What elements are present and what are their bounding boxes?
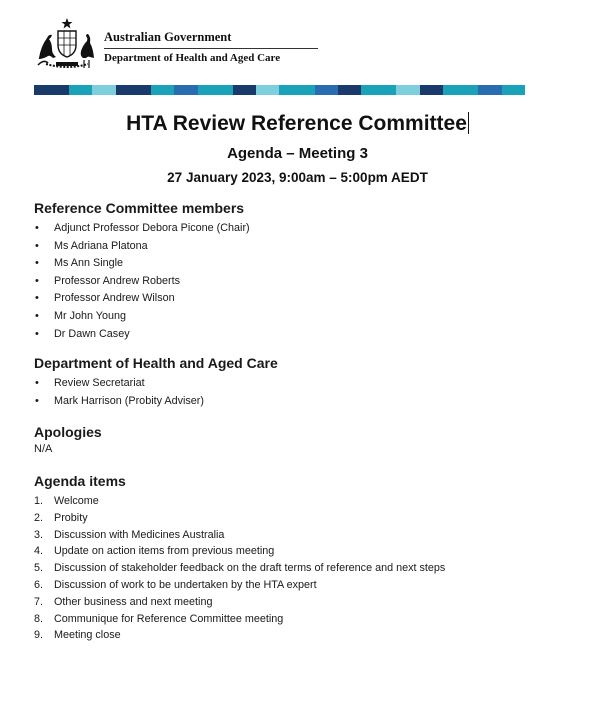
meeting-date: 27 January 2023, 9:00am – 5:00pm AEDT (167, 170, 428, 185)
item-text: Discussion of stakeholder feedback on the draft terms of reference and next steps (54, 562, 446, 575)
list-item: • Professor Andrew Wilson (34, 290, 574, 308)
stripe-segment (151, 85, 174, 95)
agenda-list (34, 493, 574, 644)
page-title: HTA Review Reference Committee (126, 112, 467, 135)
item-text: Welcome (54, 495, 99, 507)
item-number: 8. (34, 612, 44, 625)
stripe-segment (396, 85, 419, 95)
agenda-heading: Agenda items (34, 473, 126, 489)
stripe-segment (338, 85, 361, 95)
government-logo-block (36, 16, 296, 72)
item-number: 5. (34, 562, 44, 575)
agenda-subtitle: Agenda – Meeting 3 (227, 145, 368, 162)
item-text: Meeting close (54, 629, 121, 642)
stripe-segment (315, 85, 338, 95)
stripe-segment (69, 85, 92, 95)
item-number: 1. (34, 495, 44, 507)
agenda-section (34, 473, 574, 644)
stripe-segment (478, 85, 501, 95)
stripe-segment (502, 85, 525, 95)
list-item (34, 611, 574, 628)
item-number: 3. (34, 528, 44, 541)
list-item (34, 543, 574, 560)
stripe-segment (443, 85, 478, 95)
item-text: Update on action items from previous meeting (54, 545, 275, 558)
members-list (34, 220, 574, 343)
list-item: • Ms Adriana Platona (34, 238, 574, 256)
list-item: • Review Secretariat (34, 375, 574, 393)
item-text: Discussion with Medicines Australia (54, 528, 225, 541)
stripe-segment (174, 85, 197, 95)
decorative-color-stripe (34, 85, 525, 95)
item-number: 4. (34, 545, 44, 558)
department-name: Department of Health and Aged Care (104, 52, 281, 64)
stripe-segment (279, 85, 314, 95)
stripe-segment (92, 85, 115, 95)
apologies-heading: Apologies (34, 424, 102, 440)
department-heading: Department of Health and Aged Care (34, 355, 278, 371)
apologies-section (34, 424, 574, 455)
list-item: • Ms Ann Single (34, 255, 574, 273)
government-name: Australian Government (104, 30, 232, 44)
list-item (34, 560, 574, 577)
item-text: Communique for Reference Committee meeting (54, 612, 284, 625)
department-list (34, 375, 574, 410)
apologies-text: N/A (34, 443, 53, 455)
item-number: 2. (34, 511, 44, 524)
text-cursor (468, 112, 469, 134)
item-text: Discussion of work to be undertaken by the HTA expert (54, 578, 317, 591)
item-text: Probity (54, 511, 88, 524)
stripe-segment (256, 85, 279, 95)
members-section (34, 200, 574, 343)
stripe-segment (198, 85, 233, 95)
item-number: 9. (34, 629, 44, 642)
list-item (34, 577, 574, 594)
list-item: • Adjunct Professor Debora Picone (Chair) (34, 220, 574, 238)
list-item: • Mr John Young (34, 308, 574, 326)
coat-of-arms-icon (36, 18, 98, 70)
list-item: • Mark Harrison (Probity Adviser) (34, 393, 574, 411)
members-heading: Reference Committee members (34, 200, 245, 216)
list-item (34, 510, 574, 527)
stripe-segment (420, 85, 443, 95)
department-section (34, 355, 574, 410)
list-item: • Professor Andrew Roberts (34, 273, 574, 291)
list-item (34, 594, 574, 611)
item-number: 6. (34, 578, 44, 591)
stripe-segment (116, 85, 151, 95)
stripe-segment (361, 85, 396, 95)
list-item (34, 493, 574, 510)
stripe-segment (233, 85, 256, 95)
list-item (34, 527, 574, 544)
item-text: Other business and next meeting (54, 595, 213, 608)
header-divider (104, 48, 318, 49)
list-item (34, 627, 574, 644)
list-item: • Dr Dawn Casey (34, 326, 574, 344)
stripe-segment (34, 85, 69, 95)
item-number: 7. (34, 595, 44, 608)
